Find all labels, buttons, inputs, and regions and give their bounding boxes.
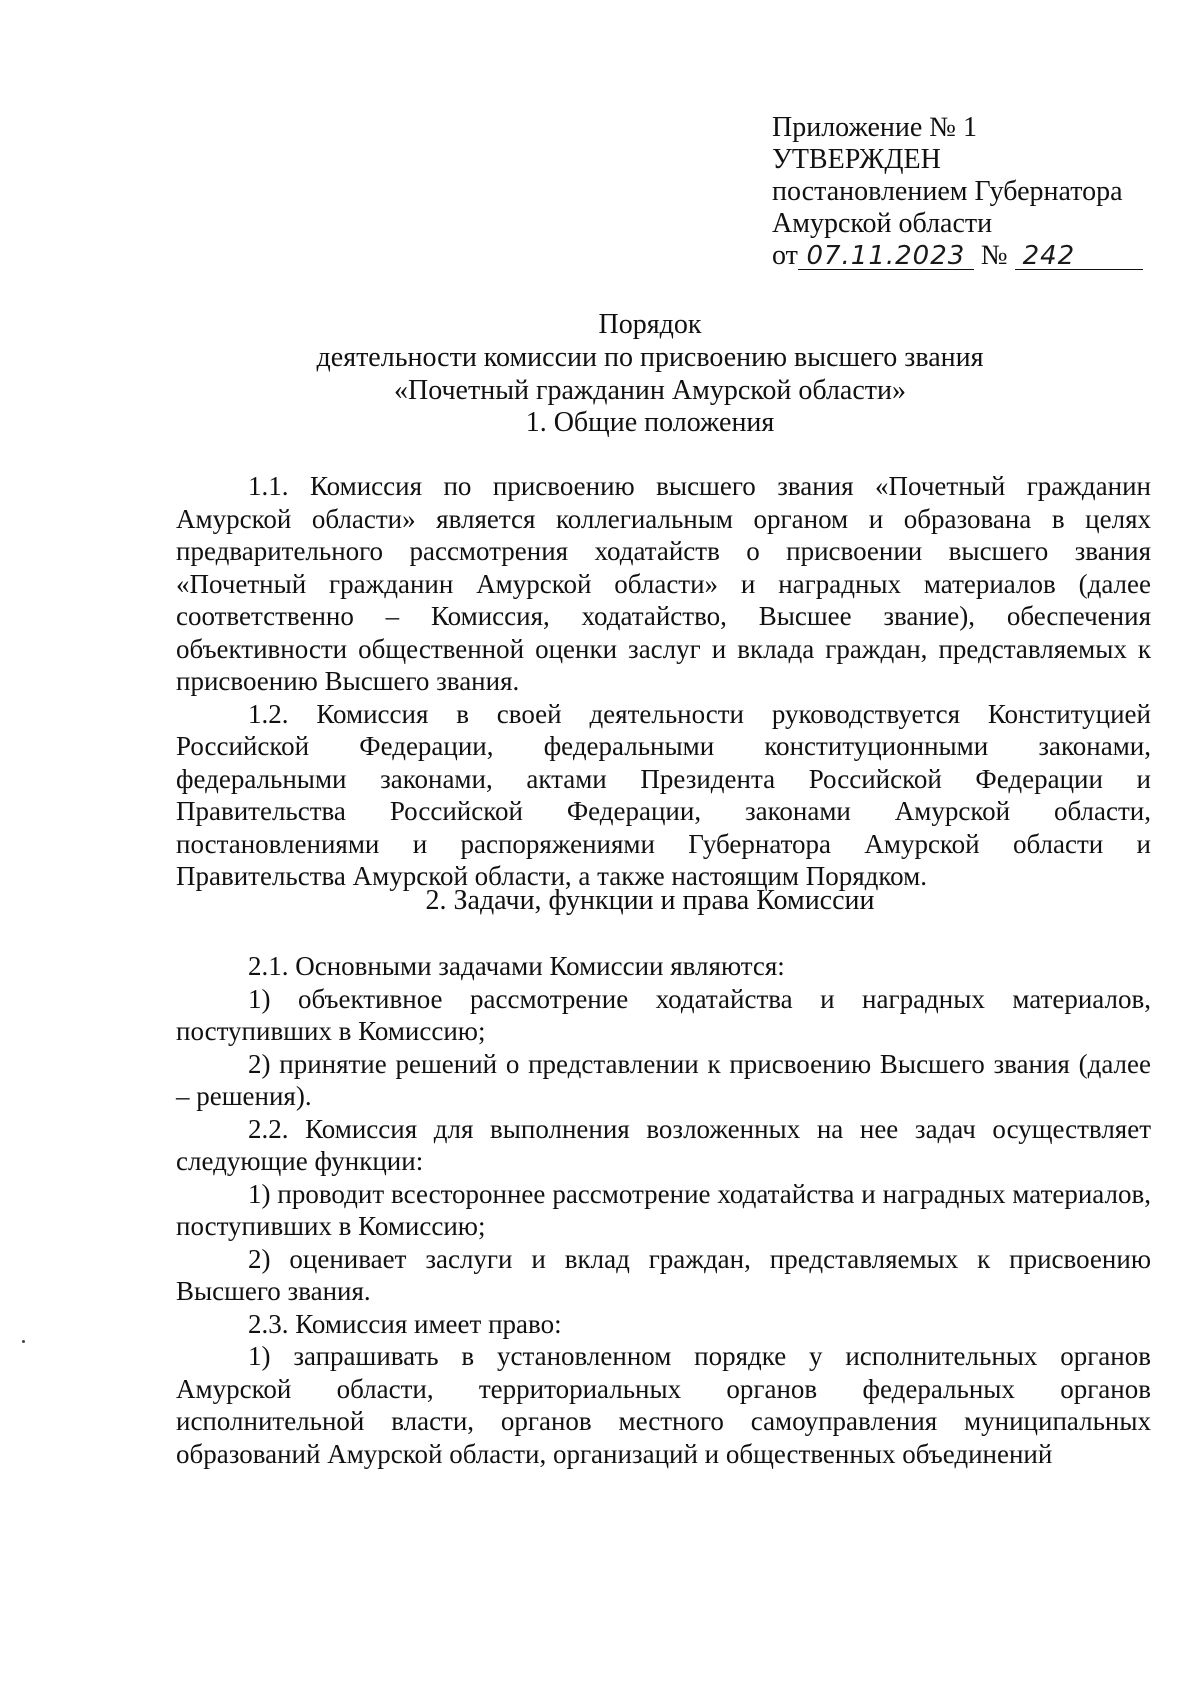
paragraph-2-3: 2.3. Комиссия имеет право: (248, 1308, 562, 1339)
approved-label: УТВЕРЖДЕН (772, 144, 941, 175)
section-2-heading: 2. Задачи, функции и права Комиссии (425, 885, 875, 916)
number-field (1015, 243, 1143, 270)
approval-stamp (772, 112, 1172, 272)
appendix-number: Приложение № 1 (772, 112, 977, 143)
section-1-body (176, 470, 1151, 893)
handwritten-number: 242 (1022, 241, 1076, 271)
list-item-right-1: 1) запрашивать в установленном порядке у исполнительных органов Амурской области, территориальных органов федеральных органов исполнительной власти, органов местного самоуправления муниципальных образований Амурской области, организаций и общественных объединений (176, 1341, 1151, 1469)
list-item-task-1: 1) объективное рассмотрение ходатайства и наградных материалов, поступивших в Комиссию; (176, 983, 1151, 1046)
approved-by-region: Амурской области (772, 208, 993, 239)
handwritten-date: 07.11.2023 (806, 241, 966, 271)
title-line-1: Порядок (598, 309, 702, 340)
paragraph-1-1: 1.1. Комиссия по присвоению высшего звания «Почетный гражданин Амурской области» является коллегиальным органом и образована в целях предварительного рассмотрения ходатайств о присвоении высшего звания «Почетный гражданин Амурской области» и наградных материалов (далее соответственно – Комиссия, ходатайство, Высшее звание), обеспечения объективности общественной оценки заслуг и вклада граждан, представляемых к присвоению Высшего звания. (176, 471, 1151, 696)
date-number-line (772, 240, 1172, 272)
number-prefix: № (980, 240, 1008, 271)
list-item-function-2: 2) оценивает заслуги и вклад граждан, представляемых к присвоению Высшего звания. (176, 1243, 1151, 1306)
paragraph-2-2: 2.2. Комиссия для выполнения возложенных на нее задач осуществляет следующие функции: (176, 1113, 1151, 1176)
approved-by-line: постановлением Губернатора (772, 176, 1123, 207)
date-field (798, 243, 974, 270)
scan-speck (22, 1340, 25, 1343)
title-line-2: деятельности комиссии по присвоению высшего звания (316, 342, 984, 373)
section-1-heading: 1. Общие положения (525, 407, 775, 438)
title-line-3: «Почетный гражданин Амурской области» (393, 375, 907, 406)
list-item-task-2: 2) принятие решений о представлении к присвоению Высшего звания (далее – решения). (176, 1048, 1151, 1111)
document-title (160, 308, 1140, 407)
section-2-body (176, 950, 1151, 1470)
date-prefix: от (772, 240, 798, 271)
paragraph-1-2: 1.2. Комиссия в своей деятельности руководствуется Конституцией Российской Федерации, федеральными конституционными законами, федеральными законами, актами Президента Российской Федерации и Правительства Российской Федерации, законами Амурской области, постановлениями и распоряжениями Губернатора Амурской области и Правительства Амурской области, а также настоящим Порядком. (176, 698, 1151, 891)
list-item-function-1: 1) проводит всестороннее рассмотрение ходатайства и наградных материалов, поступивших в Комиссию; (176, 1178, 1151, 1241)
paragraph-2-1: 2.1. Основными задачами Комиссии являются: (248, 951, 785, 981)
